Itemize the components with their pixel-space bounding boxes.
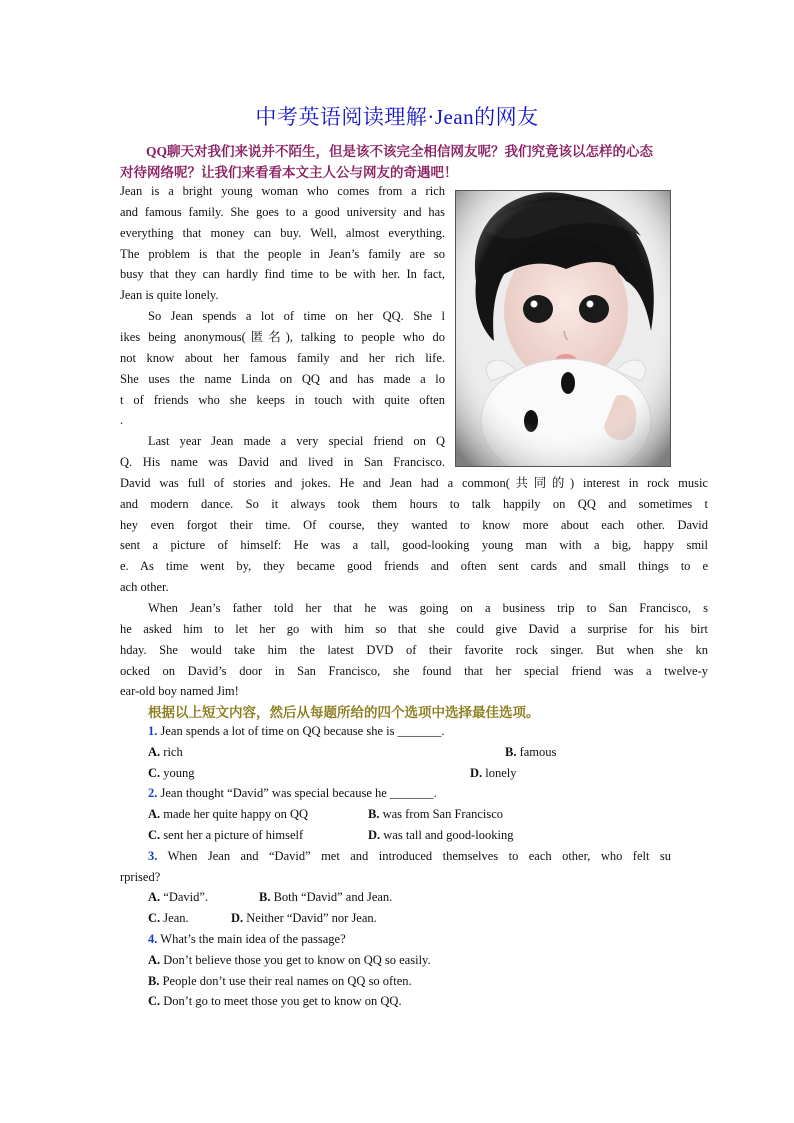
answer-option[interactable]	[148, 908, 189, 928]
passage-line: e. As time went by, they became good friends and often sent cards and small things to e	[120, 559, 708, 574]
option-text: rich	[160, 744, 183, 759]
option-text: famous	[516, 744, 557, 759]
question-stem	[148, 721, 444, 741]
passage-line: So Jean spends a lot of time on her QQ. She l	[148, 309, 445, 324]
passage-line: Last year Jean made a very special friend on Q	[148, 434, 445, 449]
option-letter: C.	[148, 911, 161, 926]
passage-line: t of friends who she keeps in touch with quite often	[120, 392, 445, 407]
option-text: Both “David” and Jean.	[270, 890, 393, 905]
option-letter: B.	[368, 807, 380, 822]
passage-line: Jean is quite lonely.	[120, 288, 219, 303]
passage-line: he asked him to let her go with him so that she could give David a surprise for his birt	[120, 621, 708, 636]
intro-line: 对待网络呢？让我们来看看本文主人公与网友的奇遇吧！	[120, 165, 458, 180]
passage-line: and famous family. She goes to a good university and has	[120, 204, 445, 219]
question-number: 3.	[148, 848, 158, 863]
question-text: Jean thought “David” was special because he _______.	[157, 786, 437, 801]
option-letter: B.	[505, 744, 517, 759]
question-stem	[148, 846, 671, 866]
page-title: 中考英语阅读理解·Jean的网友	[255, 105, 539, 129]
passage-line: hday. She would take him the latest DVD of their favorite rock singer. But when she kn	[120, 642, 708, 657]
answer-option[interactable]	[148, 763, 195, 783]
option-letter: D.	[368, 828, 381, 842]
option-text: “David”.	[160, 890, 209, 905]
passage-line: ocked on David’s door in San Francisco, she found that her special friend was a twelve-y	[120, 663, 708, 678]
passage-line: hey even forgot their time. Of course, they wanted to know more about each other. David	[120, 517, 708, 532]
answer-option[interactable]	[148, 991, 402, 1011]
passage-line: sent a picture of himself: He was a tall, good-looking young man with a big, happy smil	[120, 538, 708, 553]
passage-line: When Jean’s father told her that he was going on a business trip to San Francisco, s	[148, 601, 708, 615]
option-text: lonely	[482, 765, 517, 780]
answer-option[interactable]	[470, 763, 517, 783]
answer-option[interactable]	[368, 804, 503, 824]
intro-line: QQ聊天对我们来说并不陌生，但是该不该完全相信网友呢？我们究竟该以怎样的心态	[146, 144, 654, 159]
option-text: was tall and good-looking	[380, 828, 514, 842]
option-letter: A.	[148, 952, 161, 967]
intro-paragraph	[120, 141, 680, 183]
answer-option[interactable]	[148, 887, 208, 907]
answer-option[interactable]	[231, 908, 377, 928]
question-text: What’s the main idea of the passage?	[157, 932, 346, 946]
question-number: 2.	[148, 786, 158, 801]
option-letter: D.	[231, 911, 244, 926]
passage-line: She uses the name Linda on QQ and has made a lo	[120, 371, 445, 386]
question-number: 1.	[148, 724, 158, 738]
question-stem	[148, 929, 346, 949]
passage-line: and modern dance. So it always took them hours to talk happily on QQ and sometimes t	[120, 496, 708, 511]
option-letter: B.	[148, 973, 160, 988]
passage-line: ear-old boy named Jim!	[120, 684, 239, 699]
option-letter: D.	[470, 765, 483, 780]
passage-line: busy that they can hardly find time to be with her. In fact,	[120, 267, 445, 282]
option-letter: C.	[148, 765, 161, 780]
passage-line: ikes being anonymous(匿名), talking to people who do	[120, 329, 445, 344]
passage-line: .	[120, 413, 124, 428]
answer-option[interactable]	[259, 887, 392, 907]
answer-option[interactable]	[148, 825, 303, 845]
option-text: Jean.	[160, 911, 189, 926]
answer-option[interactable]	[505, 742, 556, 762]
answer-option[interactable]	[148, 971, 412, 991]
passage-line: The problem is that the people in Jean’s family are so	[120, 246, 445, 261]
answer-option[interactable]	[148, 950, 431, 970]
answer-option[interactable]	[148, 804, 308, 824]
option-letter: C.	[148, 994, 161, 1009]
option-text: Don’t go to meet those you get to know on QQ.	[160, 994, 402, 1009]
question-text-continued: rprised?	[120, 869, 161, 884]
photo-illustration	[456, 191, 670, 466]
passage-line: Jean is a bright young woman who comes from a rich	[120, 184, 445, 198]
option-text: Don’t believe those you get to know on QQ so easily.	[160, 952, 431, 967]
option-letter: B.	[259, 890, 271, 905]
passage-line: David was full of stories and jokes. He and Jean had a common(共同的) interest in rock music	[120, 475, 708, 490]
question-text: When Jean and “David” met and introduced themselves to each other, who felt su	[157, 848, 671, 863]
option-letter: A.	[148, 890, 161, 905]
question-number: 4.	[148, 932, 158, 946]
answer-option[interactable]	[368, 825, 513, 845]
question-text: Jean spends a lot of time on QQ because she is _______.	[157, 724, 445, 738]
option-letter: A.	[148, 744, 161, 759]
option-text: was from San Francisco	[379, 807, 504, 822]
question-stem	[148, 783, 437, 803]
option-text: made her quite happy on QQ	[160, 807, 309, 822]
answer-option[interactable]	[148, 742, 183, 762]
option-text: People don’t use their real names on QQ so often.	[159, 973, 412, 988]
option-text: sent her a picture of himself	[160, 828, 304, 842]
passage-line: Q. His name was David and lived in San Francisco.	[120, 455, 445, 470]
option-text: Neither “David” nor Jean.	[243, 911, 377, 926]
passage-line: not know about her famous family and her rich life.	[120, 350, 445, 365]
passage-line: everything that money can buy. Well, almost everything.	[120, 225, 445, 240]
instruction-text: 根据以上短文内容，然后从每题所给的四个选项中选择最佳选项。	[148, 705, 540, 720]
passage-line: ach other.	[120, 580, 169, 595]
portrait-photo	[455, 190, 671, 467]
option-letter: C.	[148, 828, 161, 842]
option-letter: A.	[148, 807, 161, 822]
option-text: young	[160, 765, 195, 780]
